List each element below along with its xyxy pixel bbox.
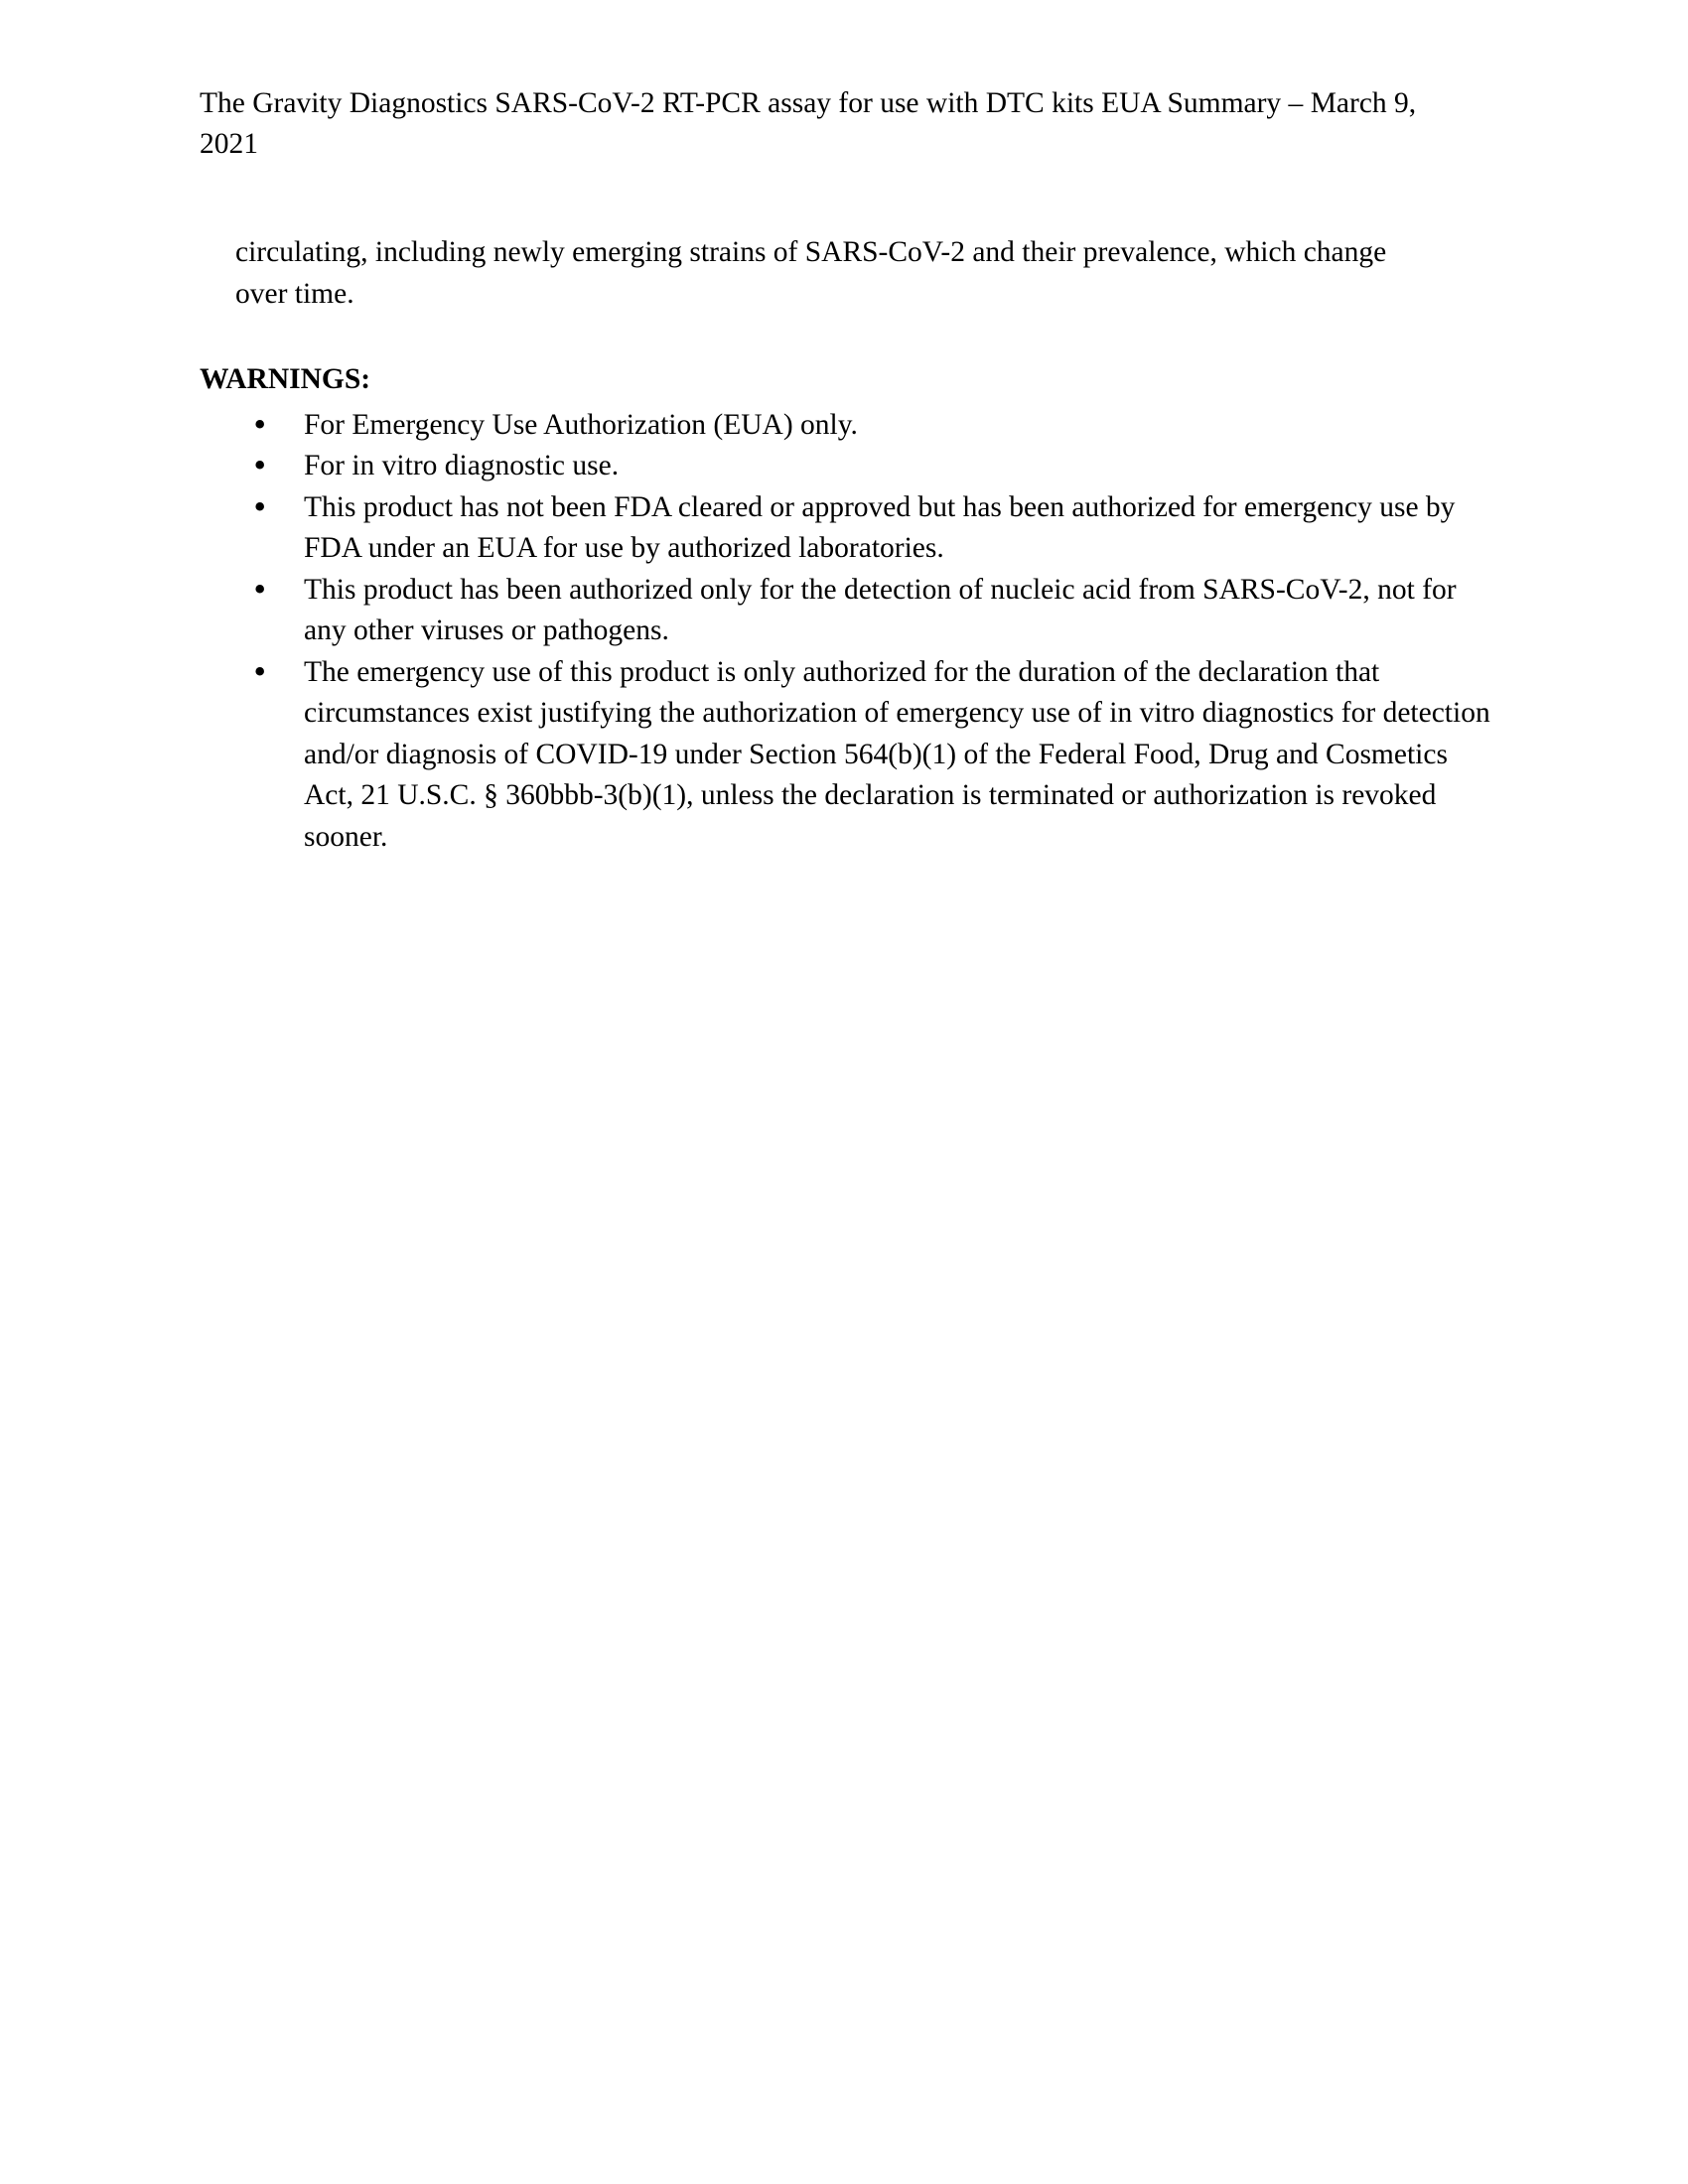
list-item-text: For in vitro diagnostic use. <box>304 450 620 481</box>
list-item <box>200 652 1490 859</box>
bullet-icon: • <box>251 489 269 524</box>
bullet-icon: • <box>251 407 269 442</box>
list-item <box>200 570 1490 652</box>
continued-paragraph: circulating, including newly emerging strains of SARS-CoV-2 and their prevalence, which change over time. <box>235 236 1387 310</box>
list-item <box>200 405 1490 447</box>
running-header-line-2: March 9, 2021 <box>200 87 1417 160</box>
list-item-text: The emergency use of this product is only authorized for the duration of the declaration that circumstances exist justifying the authorization of emergency use of in vitro diagnostics for detection and/or diagnosis of COVID-19 under Section 564(b)(1) of the Federal Food, Drug and Cosmetics Act, 21 U.S.C. § 360bbb-3(b)(1), unless the declaration is terminated or authorization is revoked sooner. <box>304 655 1490 853</box>
list-item-text: For Emergency Use Authorization (EUA) only. <box>304 408 858 441</box>
warnings-list <box>200 405 1490 859</box>
page-content <box>200 232 1490 858</box>
list-item-text: This product has been authorized only for the detection of nucleic acid from SARS-CoV-2, not for any other viruses or pathogens. <box>304 573 1457 646</box>
list-item <box>200 487 1490 570</box>
bullet-icon: • <box>251 449 269 482</box>
warnings-heading: WARNINGS: <box>200 363 371 395</box>
bullet-icon: • <box>251 572 269 607</box>
list-item <box>200 446 1490 487</box>
running-header-line-1: The Gravity Diagnostics SARS-CoV-2 RT-PCR assay for use with DTC kits EUA Summary – <box>200 87 1304 119</box>
running-header <box>200 83 1461 165</box>
list-item-text: This product has not been FDA cleared or approved but has been authorized for emergency use by FDA under an EUA for use by authorized laboratories. <box>304 490 1456 564</box>
bullet-icon: • <box>251 654 269 689</box>
